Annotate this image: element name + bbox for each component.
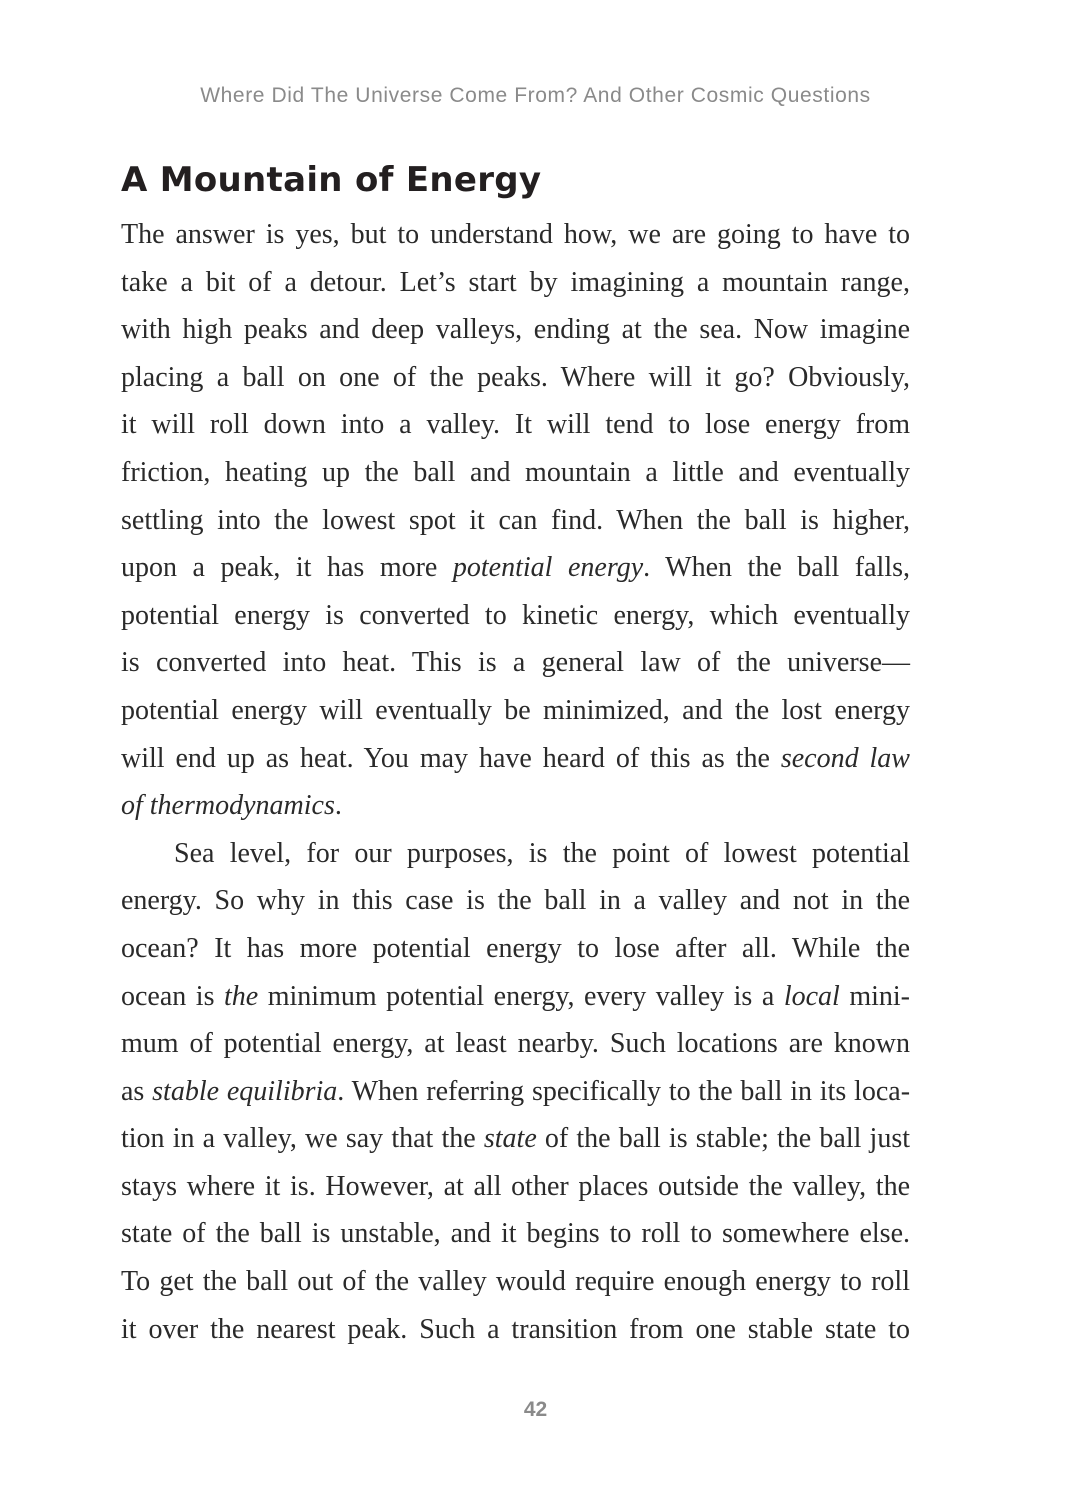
italic-term: local	[783, 980, 840, 1012]
text-run: of the ball is stable; the ball just	[536, 1123, 911, 1155]
text-line: with high peaks and deep valleys, ending at the sea. Now imagine	[121, 314, 910, 346]
italic-term: second law	[780, 742, 910, 774]
text-run: . When the ball falls,	[643, 552, 911, 584]
text-line: mum of potential energy, at least nearby. Such locations are known	[121, 1028, 910, 1060]
text-run: ocean is	[121, 980, 224, 1012]
text-line	[121, 735, 910, 783]
text-run: mini-	[839, 980, 910, 1012]
text-line: stays where it is. However, at all other places outside the valley, the	[121, 1170, 910, 1202]
text-line	[121, 1068, 910, 1116]
text-line: ocean? It has more potential energy to lose after all. While the	[121, 932, 910, 964]
text-line: Sea level, for our purposes, is the point of lowest potential	[174, 837, 910, 869]
text-line: placing a ball on one of the peaks. Where will it go? Obviously,	[121, 361, 910, 393]
text-line: energy. So why in this case is the ball in a valley and not in the	[121, 885, 910, 917]
italic-term: stable equilibria	[152, 1075, 338, 1107]
paragraph-1	[121, 211, 910, 830]
body-text	[121, 211, 910, 1353]
text-line: potential energy will eventually be minimized, and the lost energy	[121, 694, 910, 726]
text-line: friction, heating up the ball and mountain a little and eventually	[121, 456, 910, 488]
text-line	[121, 1115, 910, 1163]
text-line	[121, 544, 910, 592]
text-line: it over the nearest peak. Such a transition from one stable state to	[121, 1313, 910, 1345]
text-line: it will roll down into a valley. It will tend to lose energy from	[121, 409, 910, 441]
italic-term: the	[224, 980, 259, 1012]
italic-term: state	[483, 1123, 537, 1155]
text-line: state of the ball is unstable, and it begins to roll to somewhere else.	[121, 1218, 910, 1250]
text-line: settling into the lowest spot it can find. When the ball is higher,	[121, 504, 910, 536]
page-number: 42	[523, 1398, 548, 1421]
text-run: upon a peak, it has more	[121, 552, 453, 584]
text-line	[121, 782, 910, 830]
text-line: take a bit of a detour. Let’s start by imagining a mountain range,	[121, 266, 910, 298]
text-run: . When referring specifically to the ball in its loca-	[337, 1075, 911, 1107]
text-run: tion in a valley, we say that the	[121, 1123, 484, 1155]
text-line: The answer is yes, but to understand how, we are going to have to	[121, 219, 910, 250]
running-head: Where Did The Universe Come From? And Other Cosmic Questions	[200, 84, 871, 107]
text-run: will end up as heat. You may have heard of this as the	[121, 742, 781, 774]
text-run: .	[334, 790, 342, 822]
paragraph-2	[121, 830, 910, 1354]
text-run: minimum potential energy, every valley is a	[258, 980, 784, 1012]
text-line	[121, 973, 910, 1021]
text-run: as	[121, 1075, 153, 1107]
section-title: A Mountain of Energy	[121, 160, 542, 200]
text-line: is converted into heat. This is a general law of the universe—	[121, 647, 910, 679]
italic-term: potential energy	[452, 552, 644, 584]
italic-term: of thermodynamics	[121, 790, 335, 822]
text-line: potential energy is converted to kinetic energy, which eventually	[121, 599, 910, 631]
text-line: To get the ball out of the valley would require enough energy to roll	[121, 1266, 910, 1298]
